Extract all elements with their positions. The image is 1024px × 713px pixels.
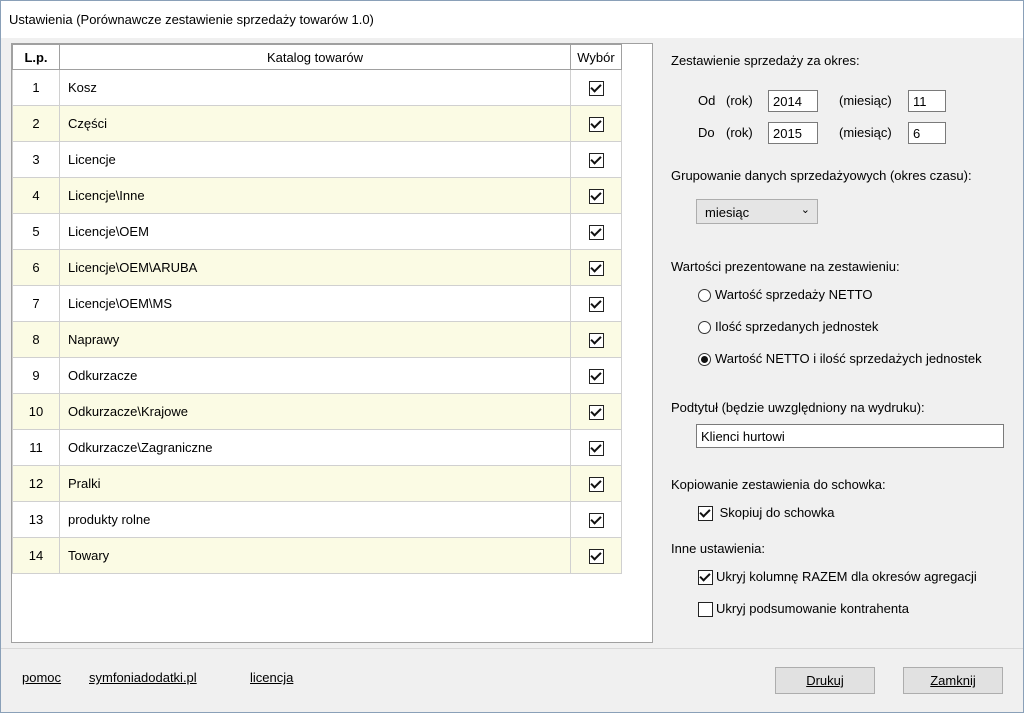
other-option-label: Ukryj kolumnę RAZEM dla okresów agregacji [716,569,977,584]
other-settings-heading: Inne ustawienia: [671,541,765,556]
row-catalog-name: produkty rolne [60,502,571,538]
clipboard-heading: Kopiowanie zestawienia do schowka: [671,477,886,492]
from-year-label: (rok) [726,93,753,108]
row-number: 12 [13,466,60,502]
row-select-checkbox[interactable] [589,405,604,420]
row-select-cell [571,466,622,502]
table-row[interactable] [13,502,622,538]
row-number: 11 [13,430,60,466]
table-row[interactable] [13,430,622,466]
grouping-select[interactable] [696,199,818,224]
row-number: 6 [13,250,60,286]
table-header-row [13,45,622,70]
row-select-cell [571,358,622,394]
from-month-input[interactable] [908,90,946,112]
row-select-checkbox[interactable] [589,225,604,240]
other-option-checkbox[interactable] [698,602,713,617]
row-catalog-name: Kosz [60,70,571,106]
value-option-label: Wartość sprzedaży NETTO [715,287,873,302]
row-select-cell [571,502,622,538]
website-link[interactable]: symfoniadodatki.pl [89,670,197,685]
row-number: 8 [13,322,60,358]
row-select-cell [571,394,622,430]
row-select-checkbox[interactable] [589,333,604,348]
row-select-checkbox[interactable] [589,261,604,276]
row-number: 9 [13,358,60,394]
to-month-input[interactable] [908,122,946,144]
row-select-cell [571,250,622,286]
table-row[interactable] [13,214,622,250]
row-number: 13 [13,502,60,538]
row-catalog-name: Pralki [60,466,571,502]
table-row[interactable] [13,70,622,106]
row-select-cell [571,214,622,250]
row-select-checkbox[interactable] [589,513,604,528]
print-button[interactable] [775,667,875,694]
subtitle-heading: Podtytuł (będzie uwzględniony na wydruku): [671,400,925,415]
row-number: 14 [13,538,60,574]
table-row[interactable] [13,106,622,142]
row-select-cell [571,106,622,142]
grouping-heading: Grupowanie danych sprzedażyowych (okres czasu): [671,168,972,183]
table-row[interactable] [13,466,622,502]
to-year-input[interactable] [768,122,818,144]
table-row[interactable] [13,286,622,322]
close-button[interactable] [903,667,1003,694]
row-select-checkbox[interactable] [589,297,604,312]
from-month-label: (miesiąc) [839,93,892,108]
to-year-label: (rok) [726,125,753,140]
row-select-checkbox[interactable] [589,441,604,456]
license-link[interactable]: licencja [250,670,294,685]
close-button-label: Zamknij [930,673,976,688]
row-catalog-name: Naprawy [60,322,571,358]
row-number: 3 [13,142,60,178]
row-catalog-name: Licencje\Inne [60,178,571,214]
table-row[interactable] [13,142,622,178]
row-select-checkbox[interactable] [589,81,604,96]
to-month-label: (miesiąc) [839,125,892,140]
row-catalog-name: Odkurzacze\Zagraniczne [60,430,571,466]
footer-divider [1,648,1023,649]
value-option-radio[interactable] [698,289,711,302]
row-catalog-name: Licencje\OEM [60,214,571,250]
value-option-label: Wartość NETTO i ilość sprzedażych jednostek [715,351,982,366]
row-number: 5 [13,214,60,250]
row-catalog-name: Odkurzacze [60,358,571,394]
grouping-select-value: miesiąc [705,205,750,220]
column-header-lp[interactable]: L.p. [13,45,60,70]
row-catalog-name: Odkurzacze\Krajowe [60,394,571,430]
value-option[interactable] [698,319,878,334]
row-catalog-name: Licencje\OEM\MS [60,286,571,322]
table-row[interactable] [13,394,622,430]
period-heading: Zestawienie sprzedaży za okres: [671,53,860,68]
value-option[interactable] [698,351,982,366]
value-option-radio[interactable] [698,321,711,334]
row-select-checkbox[interactable] [589,189,604,204]
catalog-grid[interactable] [11,43,653,643]
to-label: Do [698,125,715,140]
clipboard-option[interactable] [698,505,835,521]
chevron-down-icon: ⌄ [800,204,810,216]
row-number: 1 [13,70,60,106]
row-catalog-name: Licencje [60,142,571,178]
row-select-checkbox[interactable] [589,117,604,132]
value-option[interactable] [698,287,872,302]
row-catalog-name: Części [60,106,571,142]
row-select-cell [571,538,622,574]
row-select-checkbox[interactable] [589,153,604,168]
from-label: Od [698,93,716,108]
other-option-label: Ukryj podsumowanie kontrahenta [716,601,909,616]
other-option-checkbox[interactable] [698,570,713,585]
row-select-cell [571,142,622,178]
row-number: 7 [13,286,60,322]
column-header-choice[interactable]: Wybór [571,45,622,70]
row-number: 4 [13,178,60,214]
row-select-cell [571,322,622,358]
other-option[interactable] [698,569,977,585]
print-button-label: Drukuj [806,673,844,688]
value-option-label: Ilość sprzedanych jednostek [715,319,879,334]
help-link[interactable]: pomoc [22,670,62,685]
table-row[interactable] [13,178,622,214]
row-number: 10 [13,394,60,430]
column-header-catalog[interactable]: Katalog towarów [60,45,571,70]
copy-to-clipboard-label: Skopiuj do schowka [719,505,835,520]
copy-to-clipboard-checkbox[interactable] [698,506,713,521]
other-option[interactable] [698,601,909,617]
row-select-checkbox[interactable] [589,477,604,492]
row-catalog-name: Towary [60,538,571,574]
row-catalog-name: Licencje\OEM\ARUBA [60,250,571,286]
row-select-cell [571,178,622,214]
table-row[interactable] [13,322,622,358]
title-bar [1,1,1023,38]
row-select-cell [571,286,622,322]
row-select-checkbox[interactable] [589,549,604,564]
from-year-input[interactable] [768,90,818,112]
subtitle-input[interactable] [696,424,1004,448]
window-title: Ustawienia (Porównawcze zestawienie sprzedaży towarów 1.0) [9,12,374,27]
catalog-table [12,44,622,574]
table-row[interactable] [13,250,622,286]
values-heading: Wartości prezentowane na zestawieniu: [671,259,900,274]
table-row[interactable] [13,538,622,574]
table-row[interactable] [13,358,622,394]
row-select-cell [571,70,622,106]
row-select-cell [571,430,622,466]
value-option-radio[interactable] [698,353,711,366]
row-select-checkbox[interactable] [589,369,604,384]
row-number: 2 [13,106,60,142]
